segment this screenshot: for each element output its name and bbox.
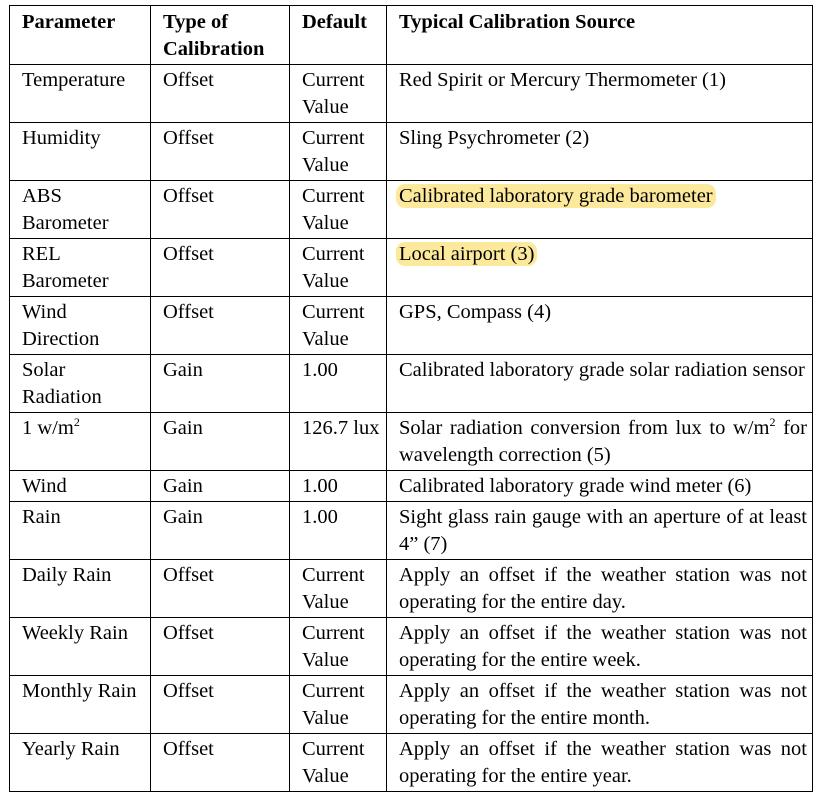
source-text: Sling Psychrometer (2): [399, 127, 590, 149]
table-row: [10, 471, 813, 502]
source-text: Solar radiation conversion from lux to w/m: [399, 417, 770, 439]
cell-type-of-calibration: Offset: [151, 297, 290, 355]
source-text: Apply an offset if the weather station was not operating for the entire month.: [399, 680, 807, 729]
source-text: Sight glass rain gauge with an aperture of at least 4” (7): [399, 506, 807, 555]
cell-type-of-calibration: Offset: [151, 560, 290, 618]
cell-parameter: [10, 181, 151, 239]
cell-calibration-source: [387, 560, 813, 618]
cell-calibration-source: [387, 123, 813, 181]
table-row: [10, 502, 813, 560]
calibration-table: [9, 5, 813, 792]
parameter-text: Temperature: [22, 69, 126, 91]
cell-type-of-calibration: Offset: [151, 181, 290, 239]
cell-default: Current Value: [290, 181, 387, 239]
cell-calibration-source: [387, 618, 813, 676]
cell-default: 126.7 lux: [290, 413, 387, 471]
source-text: Apply an offset if the weather station was not operating for the entire year.: [399, 738, 807, 787]
table-row: [10, 355, 813, 413]
table-row: [10, 181, 813, 239]
source-text: Red Spirit or Mercury Thermometer (1): [399, 69, 726, 91]
cell-default: Current Value: [290, 123, 387, 181]
parameter-text: Yearly Rain: [22, 738, 120, 760]
table-row: [10, 297, 813, 355]
table-body: [10, 65, 813, 792]
cell-calibration-source: [387, 181, 813, 239]
table-row: [10, 560, 813, 618]
cell-calibration-source: [387, 676, 813, 734]
parameter-text: Wind: [22, 475, 67, 497]
source-text: Calibrated laboratory grade wind meter (6): [399, 475, 752, 497]
header-typical-calibration-source: Typical Calibration Source: [387, 6, 813, 65]
table-row: [10, 413, 813, 471]
cell-calibration-source: [387, 239, 813, 297]
table-row: [10, 123, 813, 181]
cell-default: Current Value: [290, 676, 387, 734]
cell-type-of-calibration: Offset: [151, 123, 290, 181]
cell-parameter: [10, 560, 151, 618]
parameter-text: Rain: [22, 506, 61, 528]
source-text: Apply an offset if the weather station was not operating for the entire week.: [399, 622, 807, 671]
cell-type-of-calibration: Gain: [151, 413, 290, 471]
cell-parameter: [10, 502, 151, 560]
cell-default: Current Value: [290, 297, 387, 355]
cell-type-of-calibration: Offset: [151, 734, 290, 792]
cell-parameter: [10, 471, 151, 502]
cell-parameter: [10, 65, 151, 123]
cell-parameter: [10, 297, 151, 355]
cell-type-of-calibration: Offset: [151, 618, 290, 676]
parameter-text: Wind Direction: [22, 301, 100, 350]
parameter-text: Humidity: [22, 127, 101, 149]
header-default: Default: [290, 6, 387, 65]
table-row: [10, 618, 813, 676]
cell-type-of-calibration: Offset: [151, 239, 290, 297]
table-row: [10, 65, 813, 123]
source-text: Calibrated laboratory grade solar radiation sensor: [399, 359, 805, 381]
header-parameter: Parameter: [10, 6, 151, 65]
cell-default: 1.00: [290, 471, 387, 502]
source-text: Apply an offset if the weather station was not operating for the entire day.: [399, 564, 807, 613]
cell-default: Current Value: [290, 65, 387, 123]
header-type-of-calibration: Type of Calibration: [151, 6, 290, 65]
cell-parameter: [10, 239, 151, 297]
table-row: [10, 239, 813, 297]
cell-parameter: [10, 355, 151, 413]
cell-type-of-calibration: Gain: [151, 355, 290, 413]
cell-type-of-calibration: Offset: [151, 65, 290, 123]
parameter-text: Monthly Rain: [22, 680, 137, 702]
cell-type-of-calibration: Gain: [151, 502, 290, 560]
cell-parameter: [10, 676, 151, 734]
cell-default: 1.00: [290, 502, 387, 560]
cell-parameter: [10, 618, 151, 676]
parameter-text: Solar Radiation: [22, 359, 102, 408]
table-header-row: [10, 6, 813, 65]
cell-calibration-source: [387, 355, 813, 413]
cell-type-of-calibration: Gain: [151, 471, 290, 502]
cell-parameter: [10, 123, 151, 181]
parameter-superscript: 2: [73, 415, 80, 430]
source-superscript: 2: [769, 415, 776, 430]
highlighted-source-text: Calibrated laboratory grade barometer: [396, 184, 716, 208]
cell-type-of-calibration: Offset: [151, 676, 290, 734]
parameter-text: 1 w/m: [22, 417, 74, 439]
source-text-continued: for wavelength correction (5): [399, 417, 807, 466]
cell-calibration-source: [387, 297, 813, 355]
cell-calibration-source: [387, 502, 813, 560]
cell-default: Current Value: [290, 618, 387, 676]
highlighted-source-text: Local airport (3): [396, 242, 537, 266]
cell-parameter: [10, 413, 151, 471]
parameter-text: REL Barometer: [22, 243, 109, 292]
table-row: [10, 676, 813, 734]
parameter-text: Daily Rain: [22, 564, 112, 586]
cell-calibration-source: [387, 471, 813, 502]
cell-default: Current Value: [290, 560, 387, 618]
cell-default: Current Value: [290, 734, 387, 792]
parameter-text: Weekly Rain: [22, 622, 128, 644]
cell-default: 1.00: [290, 355, 387, 413]
cell-default: Current Value: [290, 239, 387, 297]
parameter-text: ABS Barometer: [22, 185, 109, 234]
cell-calibration-source: [387, 413, 813, 471]
cell-calibration-source: [387, 65, 813, 123]
source-text: GPS, Compass (4): [399, 301, 552, 323]
